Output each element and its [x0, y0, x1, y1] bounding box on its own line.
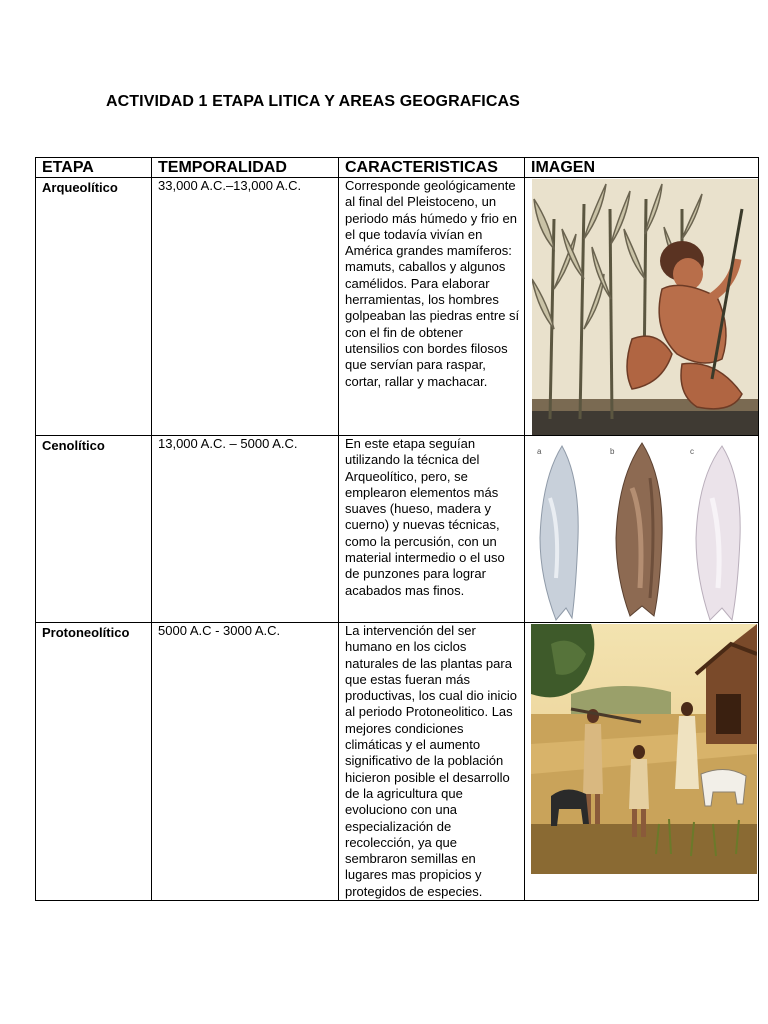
- point-label-a: a: [537, 447, 542, 456]
- stage-caracteristicas: Corresponde geológicamente al final del Pleistoceno, un periodo más húmedo y frio en el que todavía vivían en América grandes mamíferos: mamuts, caballos y algunos camélidos. Para elaborar herramientas, los hombres golpeaban las piedras entre sí con el fin de obtener utensilios con bordes filosos que servían para raspar, cortar, rallar y machacar.: [339, 178, 525, 436]
- point-label-b: b: [610, 447, 615, 456]
- page-title: ACTIVIDAD 1 ETAPA LITICA Y AREAS GEOGRAFICAS: [106, 93, 520, 110]
- stage-caracteristicas: La intervención del ser humano en los ciclos naturales de las plantas para que estas fueran más productivas, los cual dio inicio al periodo Protoneolitico. Las mejores condiciones climáticas y el aumento significativo de la población hicieron posible el desarrollo de la agricultura que evoluciono con una especialización de recolección, ya que sembraron semillas en lugares mas propicios y protegidos de especies.: [339, 623, 525, 901]
- table-row: [36, 436, 759, 623]
- stage-image-cell: [525, 178, 759, 436]
- stage-temporalidad: 5000 A.C - 3000 A.C.: [152, 623, 339, 901]
- stage-temporalidad: 13,000 A.C. – 5000 A.C.: [152, 436, 339, 623]
- stage-name: Arqueolítico: [36, 178, 152, 436]
- ancient-farmer-image: [532, 179, 758, 435]
- farming-village-image: [531, 624, 757, 874]
- table-row: [36, 178, 759, 436]
- stage-temporalidad: 33,000 A.C.–13,000 A.C.: [152, 178, 339, 436]
- stage-name: Protoneolítico: [36, 623, 152, 901]
- header-caracteristicas: CARACTERISTICAS: [339, 158, 525, 178]
- stage-image-cell: [525, 623, 759, 901]
- stone-points-image: [532, 438, 758, 622]
- stage-image-cell: [525, 436, 759, 623]
- header-imagen: IMAGEN: [525, 158, 759, 178]
- stage-caracteristicas: En este etapa seguían utilizando la técnica del Arqueolítico, pero, se emplearon elementos más suaves (hueso, madera y cuerno) y nuevas técnicas, como la percusión, con un material intermedio o el uso de punzones para lograr acabados mas finos.: [339, 436, 525, 623]
- stages-table: [35, 157, 759, 901]
- header-temporalidad: TEMPORALIDAD: [152, 158, 339, 178]
- table-header-row: [36, 158, 759, 178]
- point-label-c: c: [690, 447, 694, 456]
- header-etapa: ETAPA: [36, 158, 152, 178]
- stage-name: Cenolítico: [36, 436, 152, 623]
- table-row: [36, 623, 759, 901]
